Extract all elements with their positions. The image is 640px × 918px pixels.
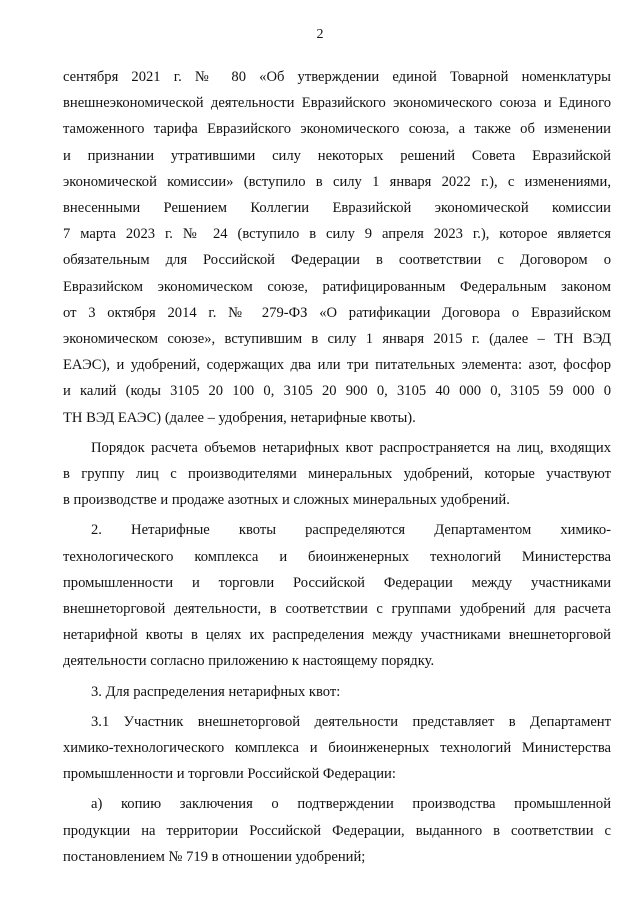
- paragraph-item-a: [63, 791, 611, 870]
- paragraph-calculation-order: [63, 435, 611, 514]
- text-line: 3. Для распределения нетарифных квот:: [91, 683, 341, 700]
- text-line: внесенными Решением Коллегии Евразийской экономической комиссии: [63, 200, 611, 217]
- text-line: 2. Нетарифные квоты распределяются Департаментом химико-: [91, 522, 611, 539]
- text-line: нетарифной квоты в целях их распределения между участниками внешнеторговой: [63, 627, 611, 644]
- text-line: технологического комплекса и биоинженерных технологий Министерства: [63, 548, 611, 565]
- text-line: 7 марта 2023 г. № 24 (вступило в силу 9 апреля 2023 г.), которое является: [63, 226, 611, 243]
- text-line: в производстве и продаже азотных и сложных минеральных удобрений.: [63, 492, 510, 509]
- text-line: и калий (коды 3105 20 100 0, 3105 20 900 0, 3105 40 000 0, 3105 59 000 0: [63, 383, 611, 400]
- paragraph-item-2: [63, 517, 611, 674]
- text-line: деятельности согласно приложению к настоящему порядку.: [63, 653, 435, 670]
- text-line: ЕАЭС), и удобрений, содержащих два или три питательных элемента: азот, фосфор: [63, 357, 611, 374]
- paragraph-continuation: [63, 64, 611, 431]
- text-line: экономическом союзе», вступившим в силу 1 января 2015 г. (далее – ТН ВЭД: [63, 331, 611, 348]
- text-line: экономической комиссии» (вступило в силу 1 января 2022 г.), с изменениями,: [63, 173, 611, 190]
- text-line: от 3 октября 2014 г. № 279-ФЗ «О ратификации Договора о Евразийском: [63, 304, 611, 321]
- text-line: внешнеэкономической деятельности Евразийского экономического союза и Единого: [63, 95, 611, 112]
- text-line: в группу лиц с производителями минеральных удобрений, которые участвуют: [63, 466, 611, 483]
- paragraph-item-3: [63, 679, 611, 705]
- text-line: ТН ВЭД ЕАЭС) (далее – удобрения, нетарифные квоты).: [63, 409, 416, 426]
- paragraph-item-3-1: [63, 709, 611, 788]
- text-line: Порядок расчета объемов нетарифных квот распространяется на лиц, входящих: [91, 439, 611, 456]
- text-line: промышленности и торговли Российской Федерации между участниками: [63, 574, 611, 591]
- text-line: химико-технологического комплекса и биоинженерных технологий Министерства: [63, 740, 611, 757]
- text-line: а) копию заключения о подтверждении производства промышленной: [91, 796, 611, 813]
- text-line: постановлением № 719 в отношении удобрений;: [63, 848, 366, 865]
- text-line: Евразийском экономическом союзе, ратифицированным Федеральным законом: [63, 278, 611, 295]
- text-line: промышленности и торговли Российской Федерации:: [63, 766, 396, 783]
- text-line: и признании утратившими силу некоторых решений Совета Евразийской: [63, 147, 611, 164]
- page-number: 2: [316, 27, 324, 42]
- text-line: таможенного тарифа Евразийского экономического союза, а также об изменении: [63, 121, 611, 138]
- document-body: [63, 64, 611, 870]
- text-line: 3.1 Участник внешнеторговой деятельности представляет в Департамент: [91, 713, 611, 730]
- text-line: обязательным для Российской Федерации в соответствии с Договором о: [63, 252, 611, 269]
- text-line: сентября 2021 г. № 80 «Об утверждении единой Товарной номенклатуры: [63, 69, 611, 85]
- text-line: продукции на территории Российской Федерации, выданного в соответствии с: [63, 822, 611, 839]
- text-line: внешнеторговой деятельности, в соответствии с группами удобрений для расчета: [63, 601, 611, 618]
